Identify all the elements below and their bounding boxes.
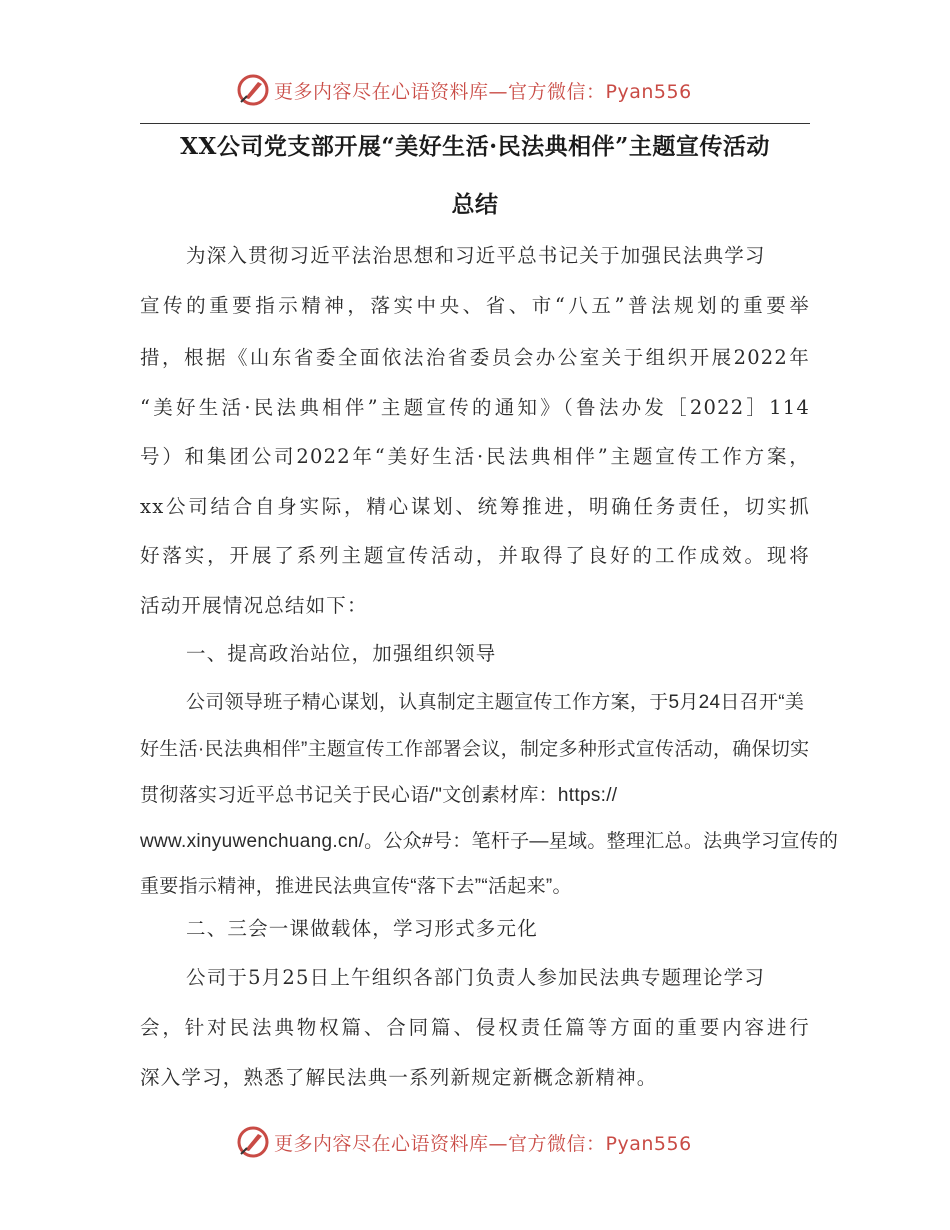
banner-text: 更多内容尽在心语资料库—官方微信：Pyan556 [274, 1132, 692, 1155]
paragraph-line: 贯彻落实习近平总书记关于民心语/"文创素材库：https:// [140, 785, 618, 806]
paragraph-line: xx公司结合自身实际，精心谋划、统筹推进，明确任务责任，切实抓 [140, 495, 810, 518]
header-rule [140, 123, 810, 124]
paragraph-line: 重要指示精神，推进民法典宣传“落下去”“活起来”。 [140, 876, 572, 897]
paragraph-line: 会，针对民法典物权篇、合同篇、侵权责任篇等方面的重要内容进行 [140, 1016, 810, 1039]
paragraph-line: 活动开展情况总结如下： [140, 594, 368, 617]
paragraph-line: 措，根据《山东省委全面依法治省委员会办公室关于组织开展2022年 [140, 346, 810, 369]
paragraph-line: www.xinyuwenchuang.cn/。公众#号：笔杆子—星域。整理汇总。法典学习宣传的 [140, 831, 839, 852]
quill-logo-icon [236, 73, 270, 107]
paragraph-line: “美好生活·民法典相伴”主题宣传的通知》（鲁法办发［2022］114 [140, 396, 810, 419]
section-heading: 一、提高政治站位，加强组织领导 [186, 642, 497, 665]
paragraph-line: 好落实，开展了系列主题宣传活动，并取得了良好的工作成效。现将 [140, 544, 810, 567]
header-banner [236, 70, 716, 110]
paragraph-line: 宣传的重要指示精神，落实中央、省、市“八五”普法规划的重要举 [140, 294, 810, 317]
document-title: XX公司党支部开展“美好生活·民法典相伴”主题宣传活动 [180, 133, 770, 160]
footer-banner [236, 1122, 716, 1162]
paragraph-line: 公司领导班子精心谋划，认真制定主题宣传工作方案，于5月24日召开“美 [186, 692, 805, 713]
quill-logo-icon [236, 1125, 270, 1159]
banner-text: 更多内容尽在心语资料库—官方微信：Pyan556 [274, 80, 692, 103]
paragraph-line: 好生活·民法典相伴”主题宣传工作部署会议，制定多种形式宣传活动，确保切实 [140, 739, 810, 760]
section-heading: 二、三会一课做载体，学习形式多元化 [186, 917, 538, 940]
paragraph-line: 深入学习，熟悉了解民法典一系列新规定新概念新精神。 [140, 1066, 658, 1089]
paragraph-line: 为深入贯彻习近平法治思想和习近平总书记关于加强民法典学习 [186, 244, 766, 267]
paragraph-line: 号）和集团公司2022年“美好生活·民法典相伴”主题宣传工作方案， [140, 445, 810, 468]
paragraph-line: 公司于5月25日上午组织各部门负责人参加民法典专题理论学习 [186, 966, 766, 989]
document-title-line2: 总结 [451, 191, 499, 218]
